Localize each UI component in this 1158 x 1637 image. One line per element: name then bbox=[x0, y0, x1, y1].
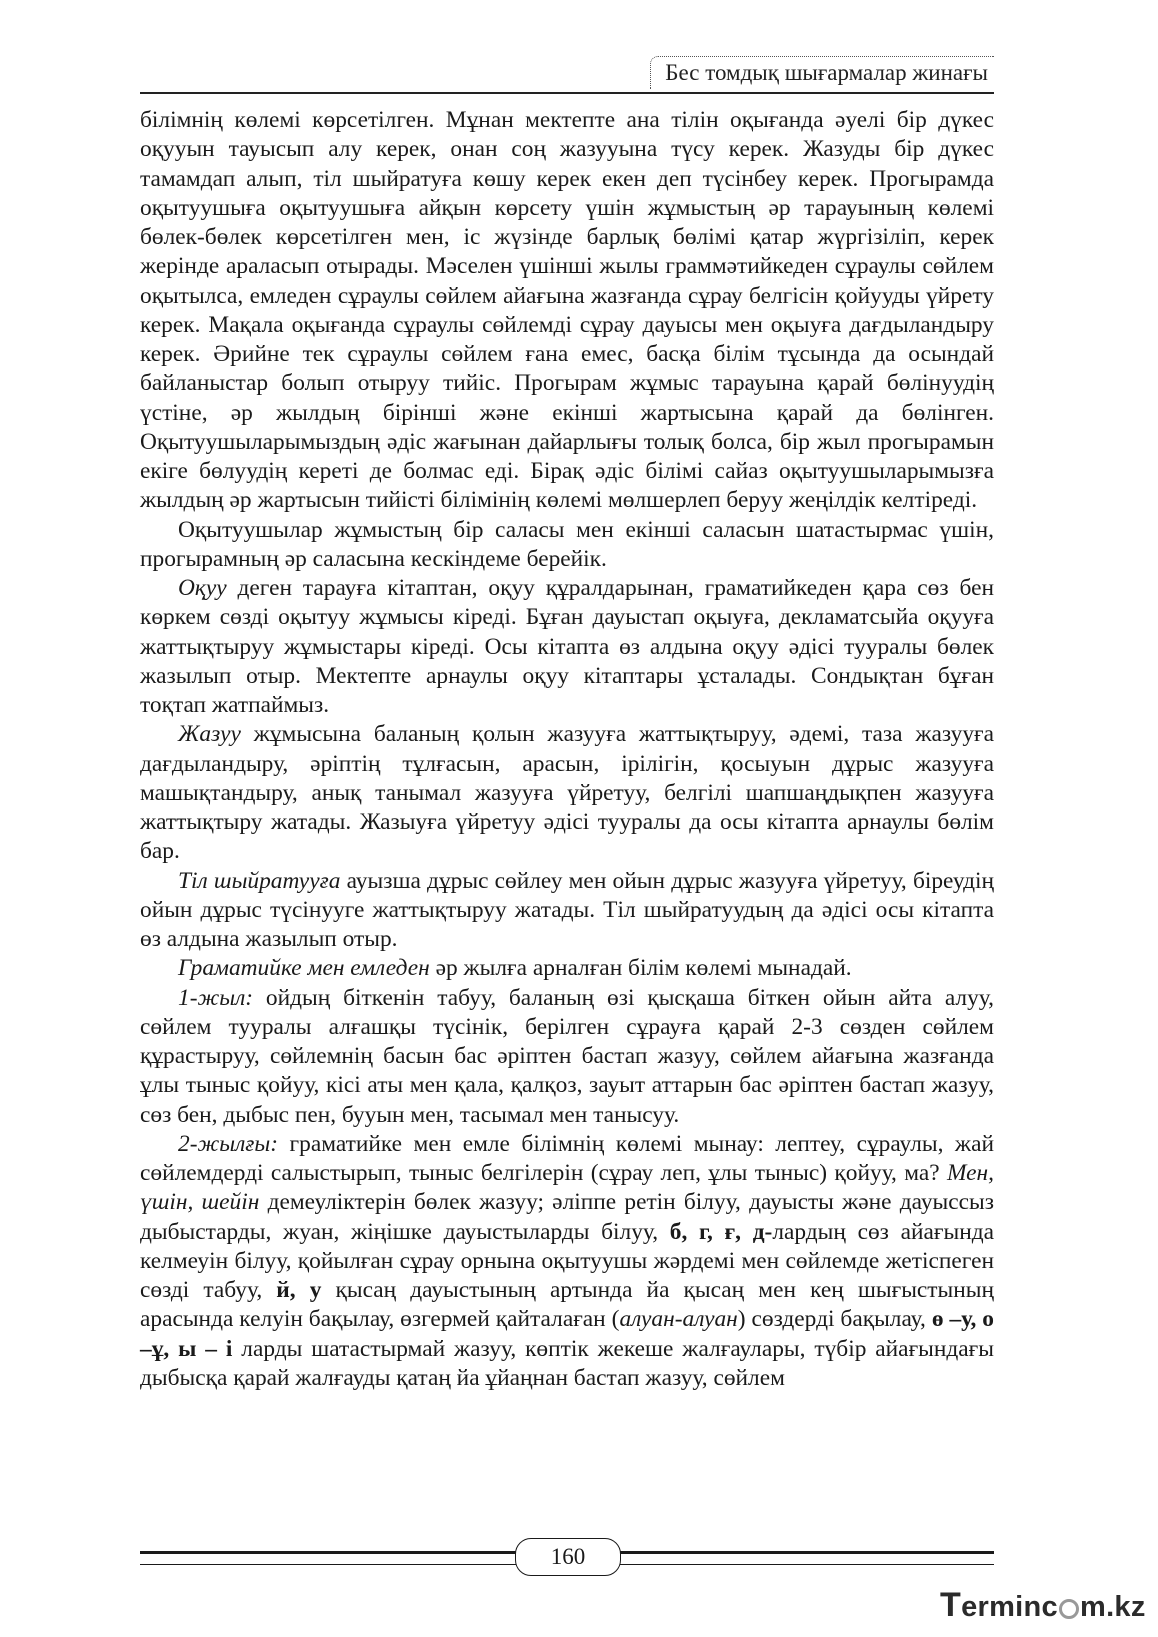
text-run: жұмысына баланың қолын жазууға жаттықтыруу, әдемі, таза жазууға дағдыландыру, әріптің тұлғасын, арасын, ірілігін, қосыуын дұрыс жазууға машықтандыру, анық танымал жазууға үйретуу, белгілі шапшаңдықпен жазууға жаттықтыру жатады. Жазыуға үйретуу әдісі тууралы да осы кітапта арнаулы бөлім бар. bbox=[140, 721, 994, 865]
italic-term: алуан-алуан bbox=[619, 1306, 738, 1333]
bold-term: ө –у, о –ұ, ы – і bbox=[140, 1306, 995, 1362]
text-run: лардың сөз айағында келмеуін білуу, қойылған сұрау орнына оқытуушы жәрдемі мен сөйлемде жетіспеген сөзді табуу, bbox=[140, 1218, 994, 1303]
bold-term: б, г, ғ, д- bbox=[669, 1218, 773, 1245]
page-footer bbox=[140, 1538, 994, 1578]
italic-term: Мен, үшін, шейін bbox=[140, 1160, 994, 1216]
text-run: демеуліктерін бөлек жазуу; әліппе ретін білуу, дауысты және дауыссыз дыбыстарды, жуан, жіңішке дауыстыларды білуу, bbox=[140, 1189, 994, 1245]
body-text bbox=[140, 106, 994, 1393]
text-run: әр жылға арналған білім көлемі мынадай. bbox=[429, 955, 852, 982]
watermark-text-b: m.kz bbox=[1079, 1591, 1146, 1623]
page-header bbox=[140, 52, 994, 92]
text-run: Оқытуушылар жұмыстың бір саласы мен екінші саласын шатастырмас үшін, прогырамның әр саласына кескіндеме берейік. bbox=[140, 516, 994, 572]
italic-term: Жазуу bbox=[178, 721, 241, 748]
italic-term: 2-жылғы: bbox=[178, 1130, 279, 1157]
watermark-o-icon bbox=[1059, 1599, 1079, 1619]
text-run: қысаң дауыстының артында йа қысаң мен кең шығыстының арасында келуін бақылау, өзгермей қайталаған ( bbox=[140, 1277, 994, 1333]
paragraph bbox=[140, 720, 994, 866]
watermark-text-a: erminc bbox=[961, 1591, 1058, 1623]
header-rule bbox=[140, 92, 994, 94]
paragraph bbox=[140, 516, 994, 575]
text-run: ойдың біткенін табуу, баланың өзі қысқаша біткен ойын айта алуу, сөйлем тууралы алғашқы түсінік, берілген сұрауға қарай 2-3 сөзден сөйлем құрастыруу, сөйлемнің басын бас әріптен бастап жазуу, сөйлем айағына жазғанда ұлы тыныс қойуу, кісі аты мен қала, қалқоз, зауыт аттарын бас әріптен бастап жазуу, сөз бен, дыбыс пен, бууын мен, тасымал мен танысуу. bbox=[140, 984, 994, 1128]
text-run: граматийке мен емле білімнің көлемі мынау: лептеу, сұраулы, жай сөйлемдерді салыстырып, тыныс белгілерін (сұрау леп, ұлы тыныс) қойуу, ма? bbox=[140, 1130, 994, 1186]
paragraph bbox=[140, 574, 994, 720]
page-number: 160 bbox=[515, 1538, 621, 1576]
paragraph bbox=[140, 1130, 994, 1393]
site-watermark[interactable] bbox=[940, 1586, 1150, 1628]
book-title: Бес томдық шығармалар жинағы bbox=[650, 56, 994, 89]
italic-term: Оқуу bbox=[178, 575, 227, 601]
italic-term: Граматийке мен емледен bbox=[178, 955, 430, 982]
bold-term: й, у bbox=[276, 1277, 322, 1303]
paragraph bbox=[140, 867, 994, 955]
text-run: деген тарауға кітаптан, оқуу құралдарынан, граматийкеден қара сөз бен көркем сөзді оқытуу жұмысы кіреді. Бұған дауыстап оқыуға, декламатсыйа оқууға жаттықтыруу жұмыстары кіреді. Осы кітапта өз алдына оқуу әдісі тууралы бөлек жазылып отыр. Мектепте арнаулы оқуу кітаптары ұсталады. Сондықтан бұған тоқтап жатпаймыз. bbox=[140, 575, 994, 718]
text-run: білімнің көлемі көрсетілген. Мұнан мектепте ана тілін оқығанда әуелі бір дүкес оқууын тауысып алу керек, онан соң жазууына түсу керек. Жазуды бір дүкес тамамдап алып, тіл шыйратуға көшу керек екен деп түсінбеу керек. Прогырамда оқытуушыға оқытуушыға айқын көрсету үшін жұмыстың әр тарауының көлемі бөлек-бөлек көрсетілген мен, іс жүзінде барлық бөлімі қатар жүргізіліп, керек жерінде араласып отырады. Мәселен үшінші жылы граммәтийкеден сұраулы сөйлем оқытылса, емледен сұраулы сөйлем айағына жазғанда сұрау белгісін қойууды үйрету керек. Мақала оқығанда сұраулы сөйлемді сұрау дауысы мен оқыуға дағдыландыру керек. Әрийне тек сұраулы сөйлем ғана емес, басқа білім тұсында да осындай байланыстар болып отыруу тийіс. Прогырам жұмыс тарауына қарай бөлінуудің үстіне, әр жылдың бірінші және екінші жартысына қарай да бөлінген. Оқытуушыларымыздың әдіс жағынан дайарлығы толық болса, бір жыл прогырамын екіге бөлуудің кереті де болмас еді. Бірақ әдіс білімі сайаз оқытуушыларымызға жылдың әр жартысын тийісті білімінің көлемі мөлшерлеп беруу жеңілдік келтіреді. bbox=[140, 107, 994, 514]
text-run: ) сөздерді бақылау, bbox=[737, 1306, 932, 1333]
paragraph bbox=[140, 984, 994, 1130]
paragraph bbox=[140, 106, 994, 516]
text-run: ауызша дұрыс сөйлеу мен ойын дұрыс жазууға үйретуу, біреудің ойын дұрыс түсінууге жаттықтыруу жатады. Тіл шыйратуудың да әдісі осы кітапта өз алдына жазылып отыр. bbox=[140, 867, 994, 952]
watermark-initial: T bbox=[940, 1586, 962, 1624]
paragraph bbox=[140, 954, 994, 983]
italic-term: 1-жыл: bbox=[178, 984, 254, 1011]
text-run: ларды шатастырмай жазуу, көптік жекеше жалғаулары, түбір айағындағы дыбысқа қарай жалғауды қатаң йа ұйаңнан бастап жазуу, сөйлем bbox=[140, 1335, 994, 1391]
italic-term: Тіл шыйратууға bbox=[178, 867, 341, 894]
